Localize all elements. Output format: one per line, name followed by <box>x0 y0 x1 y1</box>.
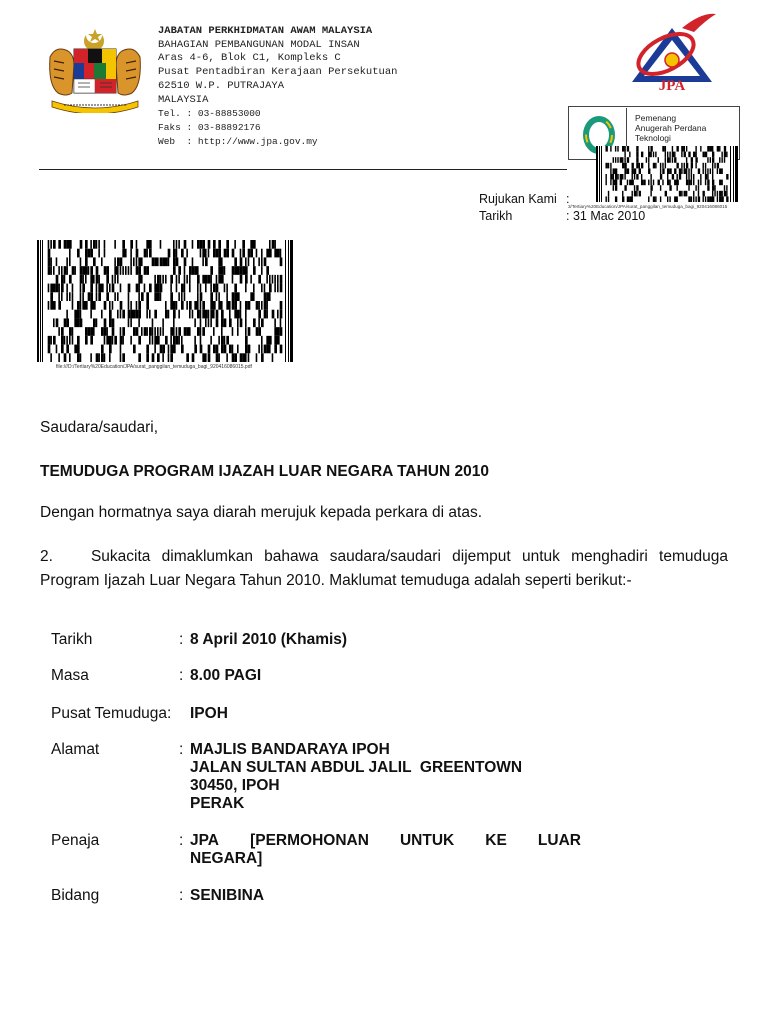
header-divider <box>39 169 567 170</box>
detail-label-tarikh: Tarikh <box>51 631 93 648</box>
opening-sentence: Dengan hormatnya saya diarah merujuk kepada perkara di atas. <box>40 504 483 521</box>
letterhead-line: Tel. : 03-88853000 <box>158 108 261 120</box>
paragraph-line: Program Ijazah Luar Negara Tahun 2010. Maklumat temuduga adalah seperti berikut:- <box>40 572 632 589</box>
award-text-line: Pemenang <box>635 113 677 123</box>
address-line: PERAK <box>190 795 245 812</box>
detail-sep: : <box>179 832 184 849</box>
award-text-line: Anugerah Perdana <box>635 123 707 133</box>
letterhead-line: Aras 4-6, Blok C1, Kompleks C <box>158 52 341 65</box>
detail-value-penaja <box>190 832 581 868</box>
detail-sep: : <box>179 741 184 758</box>
letter-subject: TEMUDUGA PROGRAM IJAZAH LUAR NEGARA TAHUN 2010 <box>40 463 489 480</box>
detail-label-masa: Masa <box>51 667 89 684</box>
detail-value-bidang: SENIBINA <box>190 887 265 904</box>
detail-label-penaja: Penaja <box>51 832 100 849</box>
penaja-word: JPA <box>190 832 220 849</box>
penaja-word: KE <box>485 832 507 849</box>
detail-value-masa: 8.00 PAGI <box>190 667 262 684</box>
detail-value-pusat: IPOH <box>190 705 228 722</box>
detail-sep: : <box>179 631 184 648</box>
detail-label-pusat: Pusat Temuduga: <box>51 705 172 722</box>
paragraph-number: 2. <box>40 548 53 565</box>
address-line: JALAN SULTAN ABDUL JALIL GREENTOWN <box>190 759 523 776</box>
award-text-line: Teknologi <box>635 133 671 143</box>
main-barcode <box>37 240 293 362</box>
paragraph-line: Sukacita dimaklumkan bahawa saudara/saudari dijemput untuk menghadiri temuduga <box>90 548 728 565</box>
penaja-word: [PERMOHONAN <box>250 832 369 849</box>
detail-value-alamat <box>190 741 522 813</box>
penaja-word: LUAR <box>537 832 581 849</box>
letterhead-line: BAHAGIAN PEMBANGUNAN MODAL INSAN <box>158 38 360 51</box>
detail-sep: : <box>179 887 184 904</box>
side-barcode <box>596 146 738 202</box>
rujukan-label: Rujukan Kami <box>479 192 557 206</box>
letterhead-address <box>158 25 397 148</box>
letterhead-line: Pusat Pentadbiran Kerajaan Persekutuan <box>158 66 398 79</box>
rujukan-separator: : <box>566 192 570 206</box>
paragraph-2 <box>40 545 728 593</box>
letterhead-line: Faks : 03-88892176 <box>158 121 261 133</box>
detail-label-alamat: Alamat <box>51 741 100 758</box>
tarikh-label: Tarikh <box>479 209 513 223</box>
letterhead-line: JABATAN PERKHIDMATAN AWAM MALAYSIA <box>158 25 373 37</box>
penaja-line-2: NEGARA] <box>190 850 263 867</box>
main-barcode-caption: file:///D:/Tertiary%20Education/JPA/surat_panggilan_temuduga_bagi_920416086015.pdf <box>56 364 252 370</box>
detail-value-tarikh: 8 April 2010 (Khamis) <box>190 631 348 648</box>
detail-sep: : <box>179 667 184 684</box>
salutation: Saudara/saudari, <box>40 419 159 436</box>
coat-of-arms-logo <box>42 27 148 113</box>
jpa-logo-text: JPA <box>658 78 686 94</box>
address-line: 30450, IPOH <box>190 777 280 794</box>
letterhead-line: MALAYSIA <box>158 93 209 106</box>
detail-label-bidang: Bidang <box>51 887 100 904</box>
tarikh-value: : 31 Mac 2010 <box>566 209 646 223</box>
jpa-logo <box>626 10 718 98</box>
letterhead-line: 62510 W.P. PUTRAJAYA <box>158 79 285 92</box>
side-barcode-caption: 3/Tertiary%20Education/JPA/surat_panggilan_temuduga_bagi_920416086015 <box>568 204 728 209</box>
letterhead-line: Web : http://www.jpa.gov.my <box>158 135 318 147</box>
penaja-word: UNTUK <box>399 832 455 849</box>
address-line: MAJLIS BANDARAYA IPOH <box>190 741 390 758</box>
